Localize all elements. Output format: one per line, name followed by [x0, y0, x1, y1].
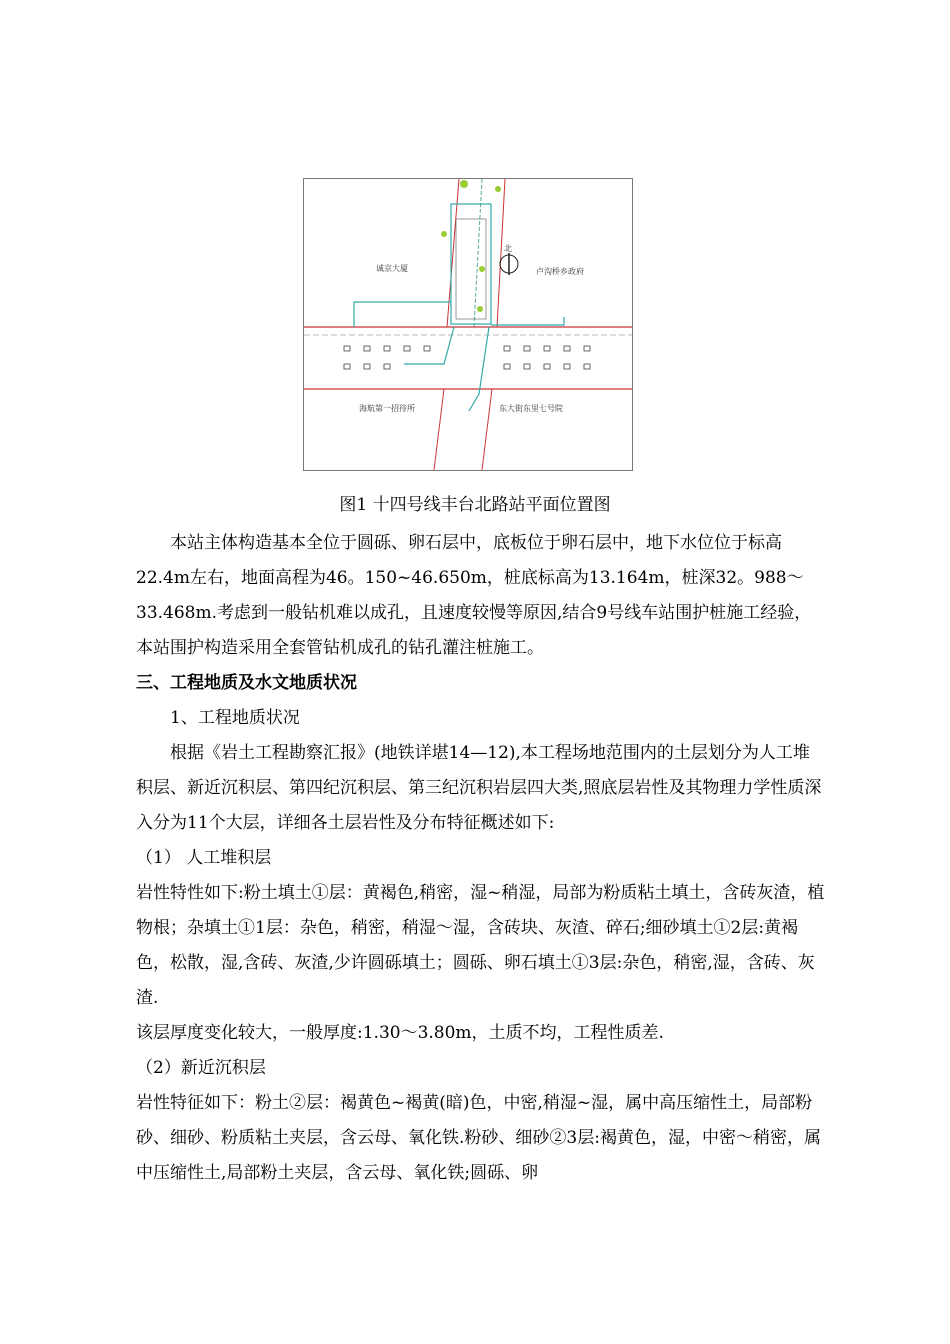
site-plan-figure [303, 178, 633, 471]
label-sw: 海航第一招待所 [359, 404, 415, 413]
figure-caption: 图1 十四号线丰台北路站平面位置图 [339, 495, 611, 515]
body-text [136, 526, 826, 1191]
paragraph-4: 该层厚度变化较大，一般厚度:1.30～3.80m，土质不均，工程性质差. [136, 1023, 664, 1043]
site-plan-drawing [304, 179, 632, 470]
north-arrow-label: 北 [504, 244, 512, 253]
subheading-1: 1、工程地质状况 [170, 708, 300, 728]
paragraph-3: 岩性特性如下:粉土填土①层：黄褐色,稍密，湿~稍湿，局部为粉质粘土填土，含砖灰渣，植物根；杂填土①1层：杂色，稍密，稍湿～湿，含砖块、灰渣、碎石;细砂填土①2层:黄褐色，松散，湿,含砖、灰渣,少许圆砾填土；圆砾、卵石填土①3层:杂色，稍密,湿，含砖、灰渣. [136, 883, 825, 1008]
paragraph-1: 本站主体构造基本全位于圆砾、卵石层中，底板位于卵石层中，地下水位位于标高22.4m左右，地面高程为46。150~46.650m，桩底标高为13.164m，桩深32。988～33.468m.考虑到一般钻机难以成孔，且速度较慢等原因,结合9号线车站围护桩施工经验，本站围护构造采用全套管钻机成孔的钻孔灌注桩施工。 [136, 533, 812, 658]
section-heading-3: 三、工程地质及水文地质状况 [136, 673, 357, 693]
list-item-2: （2）新近沉积层 [136, 1058, 266, 1078]
list-item-1: （1） 人工堆积层 [136, 848, 272, 868]
paragraph-5: 岩性特征如下：粉土②层：褐黄色~褐黄(暗)色，中密,稍湿~湿，属中高压缩性土，局部粉砂、细砂、粉质粘土夹层，含云母、氧化铁.粉砂、细砂②3层:褐黄色，湿，中密～稍密，属中压缩性土,局部粉土夹层，含云母、氧化铁;圆砾、卵 [136, 1093, 821, 1183]
label-se: 东大街东里七号院 [499, 404, 563, 413]
label-ne: 卢沟桥乡政府 [536, 267, 584, 276]
label-nw: 诚京大厦 [376, 264, 408, 273]
paragraph-2: 根据《岩土工程勘察汇报》(地铁详堪14—12),本工程场地范围内的土层划分为人工堆积层、新近沉积层、第四纪沉积层、第三纪沉积岩层四大类,照底层岩性及其物理力学性质深入分为11个大层，详细各土层岩性及分布特征概述如下: [136, 743, 822, 833]
